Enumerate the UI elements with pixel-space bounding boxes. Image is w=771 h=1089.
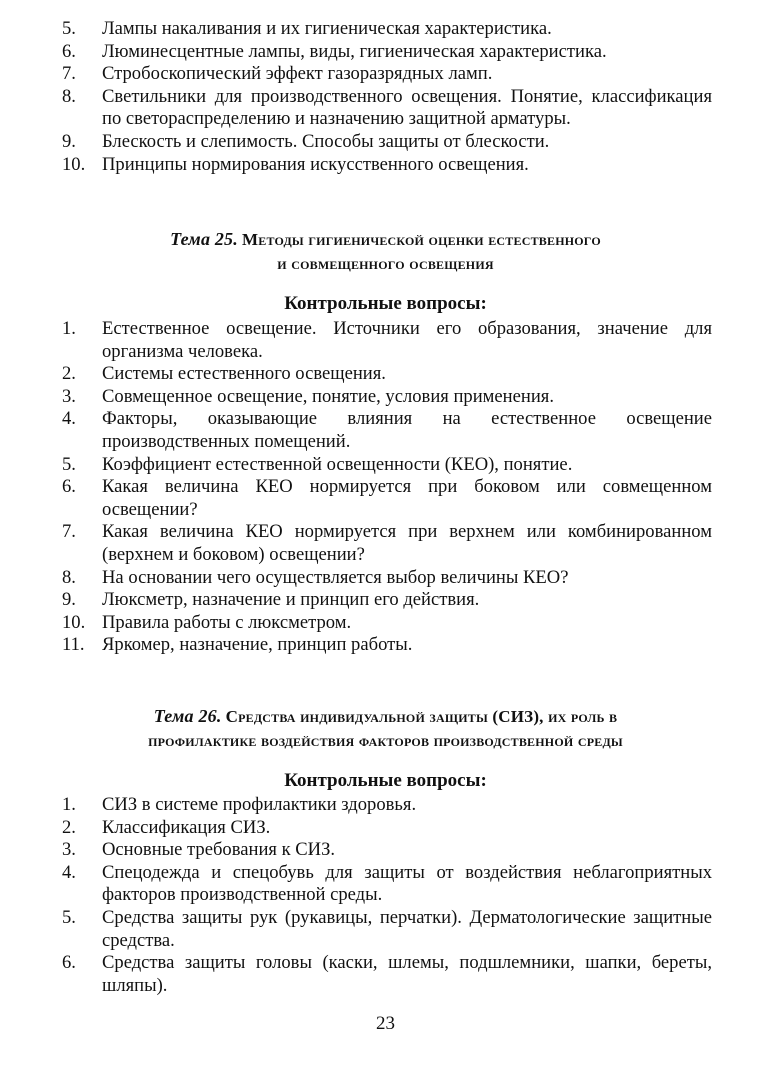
item-text: Классификация СИЗ. [102,816,271,838]
item-number: 1. [62,794,76,815]
item-number: 2. [62,363,76,385]
list-item [62,612,712,635]
item-number: 2. [62,816,76,838]
list-item [62,408,712,453]
item-text: Принципы нормирования искусственного освещения. [102,153,529,175]
item-number: 6. [62,476,76,498]
item-number: 11. [62,634,85,656]
item-text: Люминесцентные лампы, виды, гигиеническая характеристика. [102,40,607,62]
list-item [62,18,712,41]
item-text: Системы естественного освещения. [102,363,386,385]
list-item [62,634,712,657]
topic-label: Тема 25. [170,229,238,249]
item-text: Какая величина КЕО нормируется при боковом или совмещенном освещении? [102,476,712,520]
list-item [62,86,712,131]
item-number: 8. [62,566,76,588]
list-item [62,476,712,521]
topic-26-title [80,705,691,752]
list-item [62,454,712,477]
list-item [62,63,712,86]
item-text: Совмещенное освещение, понятие, условия применения. [102,385,554,407]
item-text: Стробоскопический эффект газоразрядных ламп. [102,63,493,85]
item-number: 10. [62,153,86,175]
topic-title-text: Средства индивидуальной защиты (СИЗ), их роль в [225,707,618,726]
topic-title-line-1 [80,228,691,252]
question-list-topic-25 [62,318,712,657]
item-number: 7. [62,63,76,85]
item-text: Люксметр, назначение и принцип его действия. [102,589,480,611]
list-item [62,131,712,154]
list-item [62,386,712,409]
topic-title-line-2: и совмещенного освещения [277,254,494,273]
item-text: На основании чего осуществляется выбор величины КЕО? [102,566,569,588]
item-number: 4. [62,408,76,430]
item-text: Факторы, оказывающие влияния на естественное освещение производственных помещений. [102,408,712,452]
control-questions-heading: Контрольные вопросы: [284,770,487,791]
list-item [62,363,712,386]
list-item [62,907,712,952]
item-number: 3. [62,839,76,861]
list-item [62,862,712,907]
topic-title-line-1 [80,705,691,729]
list-item [62,318,712,363]
item-text: Средства защиты рук (рукавицы, перчатки). Дерматологические защитные средства. [102,906,712,951]
list-item [62,589,712,612]
list-item [62,154,712,177]
item-number: 6. [62,40,76,62]
list-item [62,521,712,566]
item-text: Правила работы с люксметром. [102,611,352,633]
question-list-topic-26 [62,794,712,997]
list-item [62,794,712,817]
item-number: 3. [62,385,76,407]
topic-title-text: Методы гигиенической оценки естественного [242,230,601,249]
item-text: Какая величина КЕО нормируется при верхнем или комбинированном (верхнем и боковом) освещении? [102,521,712,565]
item-text: Основные требования к СИЗ. [102,839,336,861]
item-number: 9. [62,589,76,611]
item-text: Яркомер, назначение, принцип работы. [102,634,413,656]
item-text: Средства защиты головы (каски, шлемы, подшлемники, шапки, береты, шляпы). [102,952,712,996]
item-number: 5. [62,453,76,475]
item-text: Коэффициент естественной освещенности (КЕО), понятие. [102,453,573,475]
item-number: 6. [62,952,76,974]
list-item [62,567,712,590]
item-number: 4. [62,861,76,883]
item-text: Естественное освещение. Источники его образования, значение для организма человека. [102,318,712,362]
item-text: Лампы накаливания и их гигиеническая характеристика. [102,18,552,39]
list-item [62,817,712,840]
item-text: СИЗ в системе профилактики здоровья. [102,794,417,815]
topic-title-line-2: профилактике воздействия факторов производственной среды [148,731,623,750]
question-list-topic-24-continued [62,18,712,176]
item-text: Светильники для производственного освещения. Понятие, классификация по светораспределению и назначению защитной арматуры. [102,85,712,130]
item-number: 9. [62,130,76,152]
item-number: 7. [62,521,76,543]
list-item [62,952,712,997]
topic-label: Тема 26. [153,706,222,726]
page-number: 23 [376,1013,395,1034]
control-questions-heading: Контрольные вопросы: [284,293,487,314]
item-number: 8. [62,85,76,107]
list-item [62,839,712,862]
item-number: 5. [62,18,76,39]
item-text: Блескость и слепимость. Способы защиты от блескости. [102,130,550,152]
item-number: 1. [62,318,76,339]
item-number: 10. [62,611,86,633]
item-text: Спецодежда и спецобувь для защиты от воздействия неблагоприятных факторов производственной среды. [102,861,712,906]
item-number: 5. [62,906,76,928]
topic-25-title [80,228,691,275]
list-item [62,41,712,64]
